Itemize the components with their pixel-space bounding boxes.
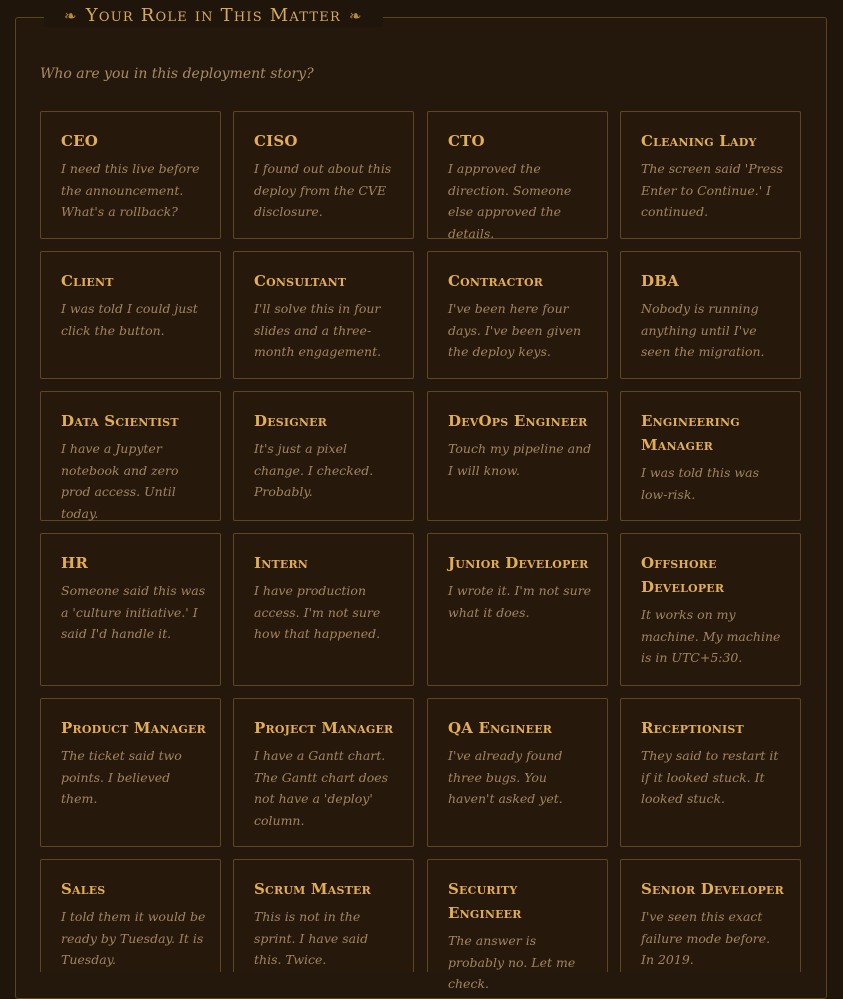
- role-card-cto[interactable]: [427, 111, 608, 239]
- role-description: I have a Gantt chart. The Gantt chart does not have a 'deploy' column.: [254, 748, 389, 828]
- section-prompt: Who are you in this deployment story?: [40, 66, 314, 82]
- role-name: Junior Developer: [448, 554, 589, 572]
- role-name: DevOps Engineer: [448, 412, 588, 430]
- role-name: CEO: [61, 132, 99, 150]
- role-name: Security Engineer: [448, 880, 522, 922]
- role-name: Project Manager: [254, 719, 394, 737]
- role-name: Contractor: [448, 272, 544, 290]
- role-name: Scrum Master: [254, 880, 371, 898]
- role-card-receptionist[interactable]: [620, 698, 801, 847]
- fleuron-right-icon: ❧: [348, 7, 363, 25]
- role-description: They said to restart it if it looked stuck. It looked stuck.: [641, 748, 779, 806]
- role-card-senior-developer[interactable]: [620, 859, 801, 972]
- role-description: Someone said this was a 'culture initiative.' I said I'd handle it.: [61, 583, 206, 641]
- role-card-junior-developer[interactable]: [427, 533, 608, 686]
- role-card-designer[interactable]: [233, 391, 414, 521]
- role-card-intern[interactable]: [233, 533, 414, 686]
- role-name: Intern: [254, 554, 309, 572]
- role-name: HR: [61, 554, 89, 572]
- role-card-security-engineer[interactable]: [427, 859, 608, 991]
- role-name: Engineering Manager: [641, 412, 740, 454]
- role-description: I'll solve this in four slides and a three-month engagement.: [254, 301, 382, 359]
- role-description: The ticket said two points. I believed them.: [61, 748, 182, 806]
- role-description: I have a Jupyter notebook and zero prod access. Until today.: [61, 441, 179, 521]
- role-card-hr[interactable]: [40, 533, 221, 686]
- role-card-qa-engineer[interactable]: [427, 698, 608, 847]
- role-description: This is not in the sprint. I have said this. Twice.: [254, 909, 369, 967]
- role-card-data-scientist[interactable]: [40, 391, 221, 521]
- role-card-consultant[interactable]: [233, 251, 414, 379]
- role-description: I've seen this exact failure mode before. In 2019.: [641, 909, 771, 967]
- role-description: I approved the direction. Someone else approved the details.: [448, 161, 572, 241]
- role-card-project-manager[interactable]: [233, 698, 414, 847]
- role-card-scrum-master[interactable]: [233, 859, 414, 972]
- role-description: I've been here four days. I've been given the deploy keys.: [448, 301, 582, 359]
- role-description: I have production access. I'm not sure how that happened.: [254, 583, 381, 641]
- role-name: Cleaning Lady: [641, 132, 757, 150]
- role-description: I was told I could just click the button.: [61, 301, 198, 338]
- role-card-engineering-manager[interactable]: [620, 391, 801, 521]
- role-name: CISO: [254, 132, 298, 150]
- role-description: I've already found three bugs. You haven't asked yet.: [448, 748, 563, 806]
- role-name: Senior Developer: [641, 880, 784, 898]
- role-description: Touch my pipeline and I will know.: [448, 441, 592, 478]
- role-description: It works on my machine. My machine is in UTC+5:30.: [641, 607, 781, 665]
- role-name: Consultant: [254, 272, 347, 290]
- role-name: Sales: [61, 880, 106, 898]
- role-description: Nobody is running anything until I've seen the migration.: [641, 301, 765, 359]
- role-name: Receptionist: [641, 719, 744, 737]
- role-card-ceo[interactable]: [40, 111, 221, 239]
- role-name: Offshore Developer: [641, 554, 725, 596]
- role-description: I wrote it. I'm not sure what it does.: [448, 583, 592, 620]
- role-card-sales[interactable]: [40, 859, 221, 972]
- role-card-offshore-developer[interactable]: [620, 533, 801, 686]
- role-name: Product Manager: [61, 719, 206, 737]
- role-card-dba[interactable]: [620, 251, 801, 379]
- role-description: It's just a pixel change. I checked. Probably.: [254, 441, 374, 499]
- fleuron-left-icon: ❧: [64, 7, 78, 25]
- role-name: Client: [61, 272, 114, 290]
- role-card-contractor[interactable]: [427, 251, 608, 379]
- role-name: Designer: [254, 412, 328, 430]
- role-card-client[interactable]: [40, 251, 221, 379]
- role-name: DBA: [641, 272, 679, 290]
- role-name: QA Engineer: [448, 719, 553, 737]
- section-title: [44, 5, 383, 27]
- role-description: The screen said 'Press Enter to Continue.' I continued.: [641, 161, 783, 219]
- role-card-cleaning-lady[interactable]: [620, 111, 801, 239]
- section-title-text: Your Role in This Matter: [85, 5, 341, 26]
- role-description: I was told this was low-risk.: [641, 465, 759, 502]
- role-name: Data Scientist: [61, 412, 179, 430]
- role-description: I found out about this deploy from the CVE disclosure.: [254, 161, 392, 219]
- role-description: I need this live before the announcement. What's a rollback?: [61, 161, 200, 219]
- role-name: CTO: [448, 132, 485, 150]
- role-card-ciso[interactable]: [233, 111, 414, 239]
- role-description: The answer is probably no. Let me check.: [448, 933, 576, 991]
- role-card-product-manager[interactable]: [40, 698, 221, 847]
- role-card-devops-engineer[interactable]: [427, 391, 608, 521]
- role-description: I told them it would be ready by Tuesday. It is Tuesday.: [61, 909, 206, 967]
